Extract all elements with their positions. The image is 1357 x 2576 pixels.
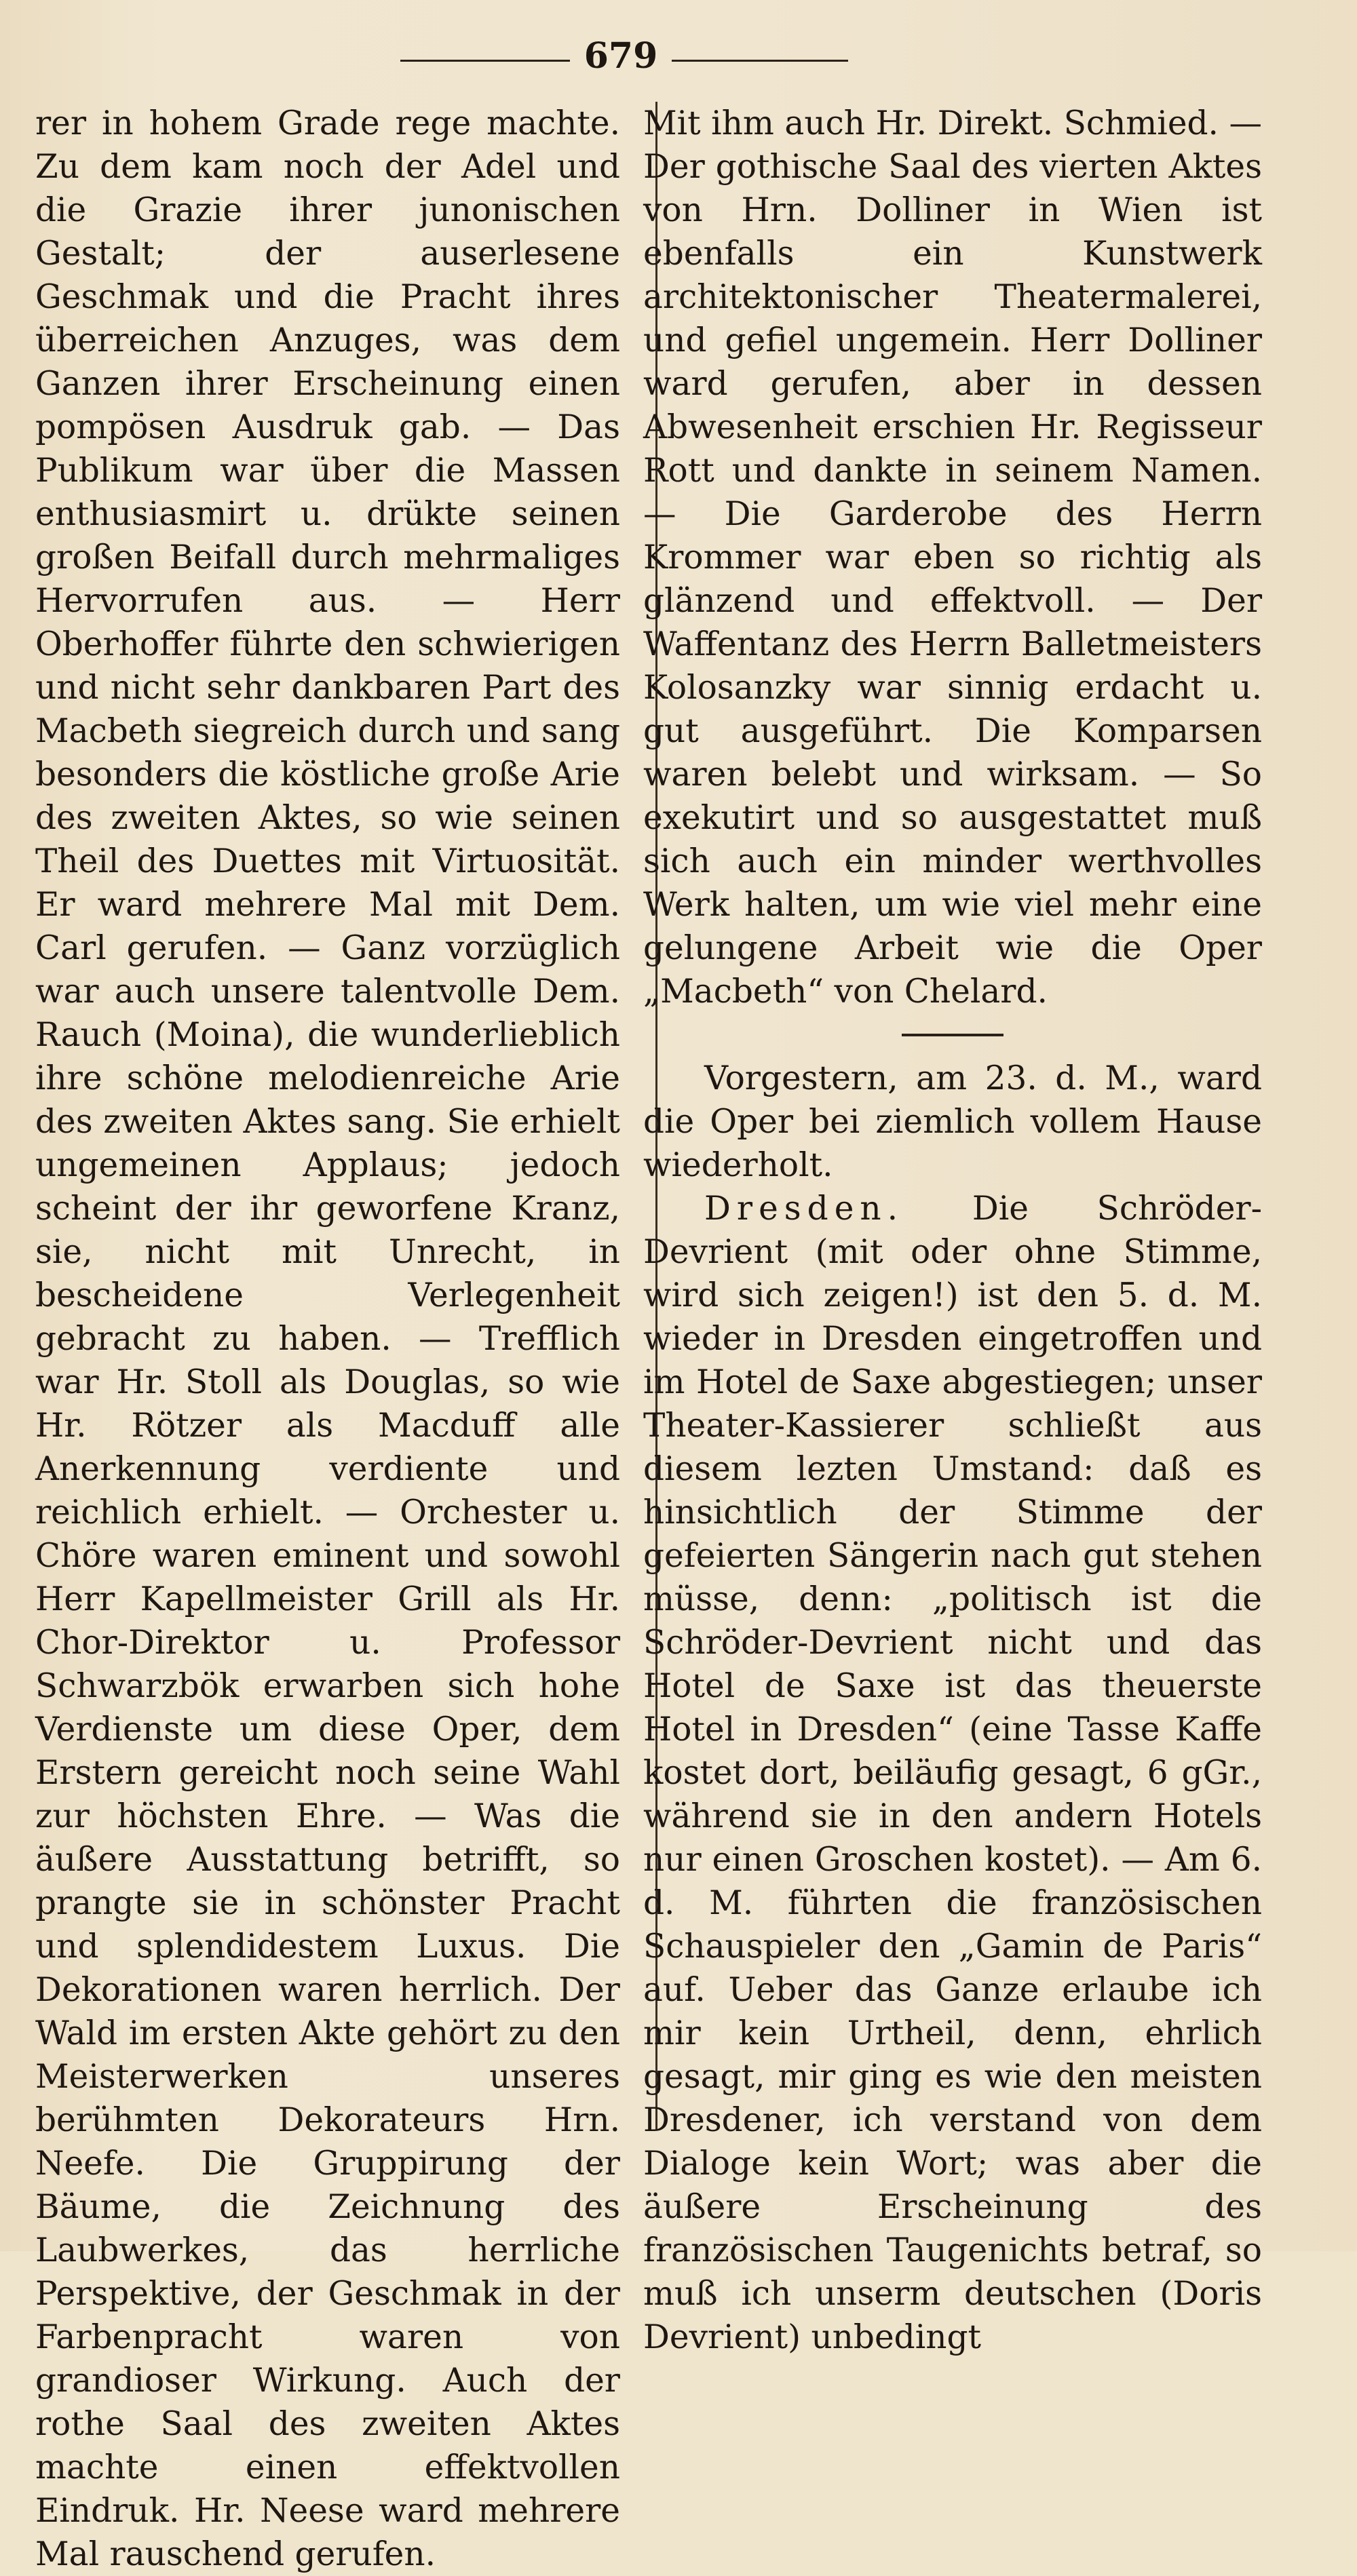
dresden-text: Die Schröder-Devrient (mit oder ohne Stimme, wird sich zeigen!) ist den 5. d. M. wieder in Dresden eingetroffen und im Hotel de Saxe abgestiegen; unser Theater-Kassierer schließt aus diesem lezten Umstand: daß es hinsichtlich der Stimme der gefeierten Sängerin nach gut stehen müsse, denn: „politisch ist die Schröder-Devrient nicht und das Hotel de Saxe ist das theuerste Hotel in Dresden“ (eine Tasse Kaffe kostet dort, beiläufig gesagt, 6 gGr., während sie in den andern Hotels nur einen Groschen kostet). — Am 6. d. M. führten die französischen Schauspieler den „Gamin de Paris“ auf. Ueber das Ganze erlaube ich mir kein Urtheil, denn, ehrlich gesagt, mir ging es wie den meisten Dresdener, ich verstand von dem Dialoge kein Wort; was aber die äußere Erscheinung des französischen Taugenichts betraf, so muß ich unserm deutschen (Doris Devrient) unbedingt: [643, 1190, 1262, 2356]
dresden-paragraph: [643, 1187, 1262, 2359]
page-number: 679: [584, 35, 658, 77]
header-rule-left: [400, 60, 570, 62]
section-divider: [902, 1034, 1004, 1036]
right-paragraph-1: Mit ihm auch Hr. Direkt. Schmied. — Der gothische Saal des vierten Aktes von Hrn. Dolliner in Wien ist ebenfalls ein Kunstwerk architektonischer Theatermalerei, und gefiel ungemein. Herr Dolliner ward gerufen, aber in dessen Abwesenheit erschien Hr. Regisseur Rott und dankte in seinem Namen. — Die Garderobe des Herrn Krommer war eben so richtig als glänzend und effektvoll. — Der Waffentanz des Herrn Balletmeisters Kolosanzky war sinnig erdacht u. gut ausgeführt. Die Komparsen waren belebt und wirksam. — So exekutirt und so ausgestattet muß sich auch ein minder werthvolles Werk halten, um wie viel mehr eine gelungene Arbeit wie die Oper „Macbeth“ von Chelard.: [643, 104, 1262, 1011]
dresden-heading: Dresden.: [704, 1190, 904, 1228]
header-rule-right: [672, 60, 848, 62]
right-paragraph-2: Vorgestern, am 23. d. M., ward die Oper bei ziemlich vollem Hause wiederholt.: [643, 1059, 1262, 1184]
right-column: [643, 102, 1262, 2359]
left-column: [35, 102, 620, 2576]
left-column-text: rer in hohem Grade rege machte. Zu dem kam noch der Adel und die Grazie ihrer junonischen Gestalt; der auserlesene Geschmak und die Pracht ihres überreichen Anzuges, was dem Ganzen ihrer Erscheinung einen pompösen Ausdruk gab. — Das Publikum war über die Massen enthusiasmirt u. drükte seinen großen Beifall durch mehrmaliges Hervorrufen aus. — Herr Oberhoffer führte den schwierigen und nicht sehr dankbaren Part des Macbeth siegreich durch und sang besonders die köstliche große Arie des zweiten Aktes, so wie seinen Theil des Duettes mit Virtuosität. Er ward mehrere Mal mit Dem. Carl gerufen. — Ganz vorzüglich war auch unsere talentvolle Dem. Rauch (Moina), die wunderlieblich ihre schöne melodienreiche Arie des zweiten Aktes sang. Sie erhielt ungemeinen Applaus; jedoch scheint der ihr geworfene Kranz, sie, nicht mit Unrecht, in bescheidene Verlegenheit gebracht zu haben. — Trefflich war Hr. Stoll als Douglas, so wie Hr. Rötzer als Macduff alle Anerkennung verdiente und reichlich erhielt. — Orchester u. Chöre waren eminent und sowohl Herr Kapellmeister Grill als Hr. Chor-Direktor u. Professor Schwarzbök erwarben sich hohe Verdienste um diese Oper, dem Erstern gereicht noch seine Wahl zur höchsten Ehre. — Was die äußere Ausstattung betrifft, so prangte sie in schönster Pracht und splendidestem Luxus. Die Dekorationen waren herrlich. Der Wald im ersten Akte gehört zu den Meisterwerken unseres berühmten Dekorateurs Hrn. Neefe. Die Gruppirung der Bäume, die Zeichnung des Laubwerkes, das herrliche Perspektive, der Geschmak in der Farbenpracht waren von grandioser Wirkung. Auch der rothe Saal des zweiten Aktes machte einen effektvollen Eindruk. Hr. Neese ward mehrere Mal rauschend gerufen.: [35, 104, 620, 2573]
page-header: [394, 33, 868, 80]
